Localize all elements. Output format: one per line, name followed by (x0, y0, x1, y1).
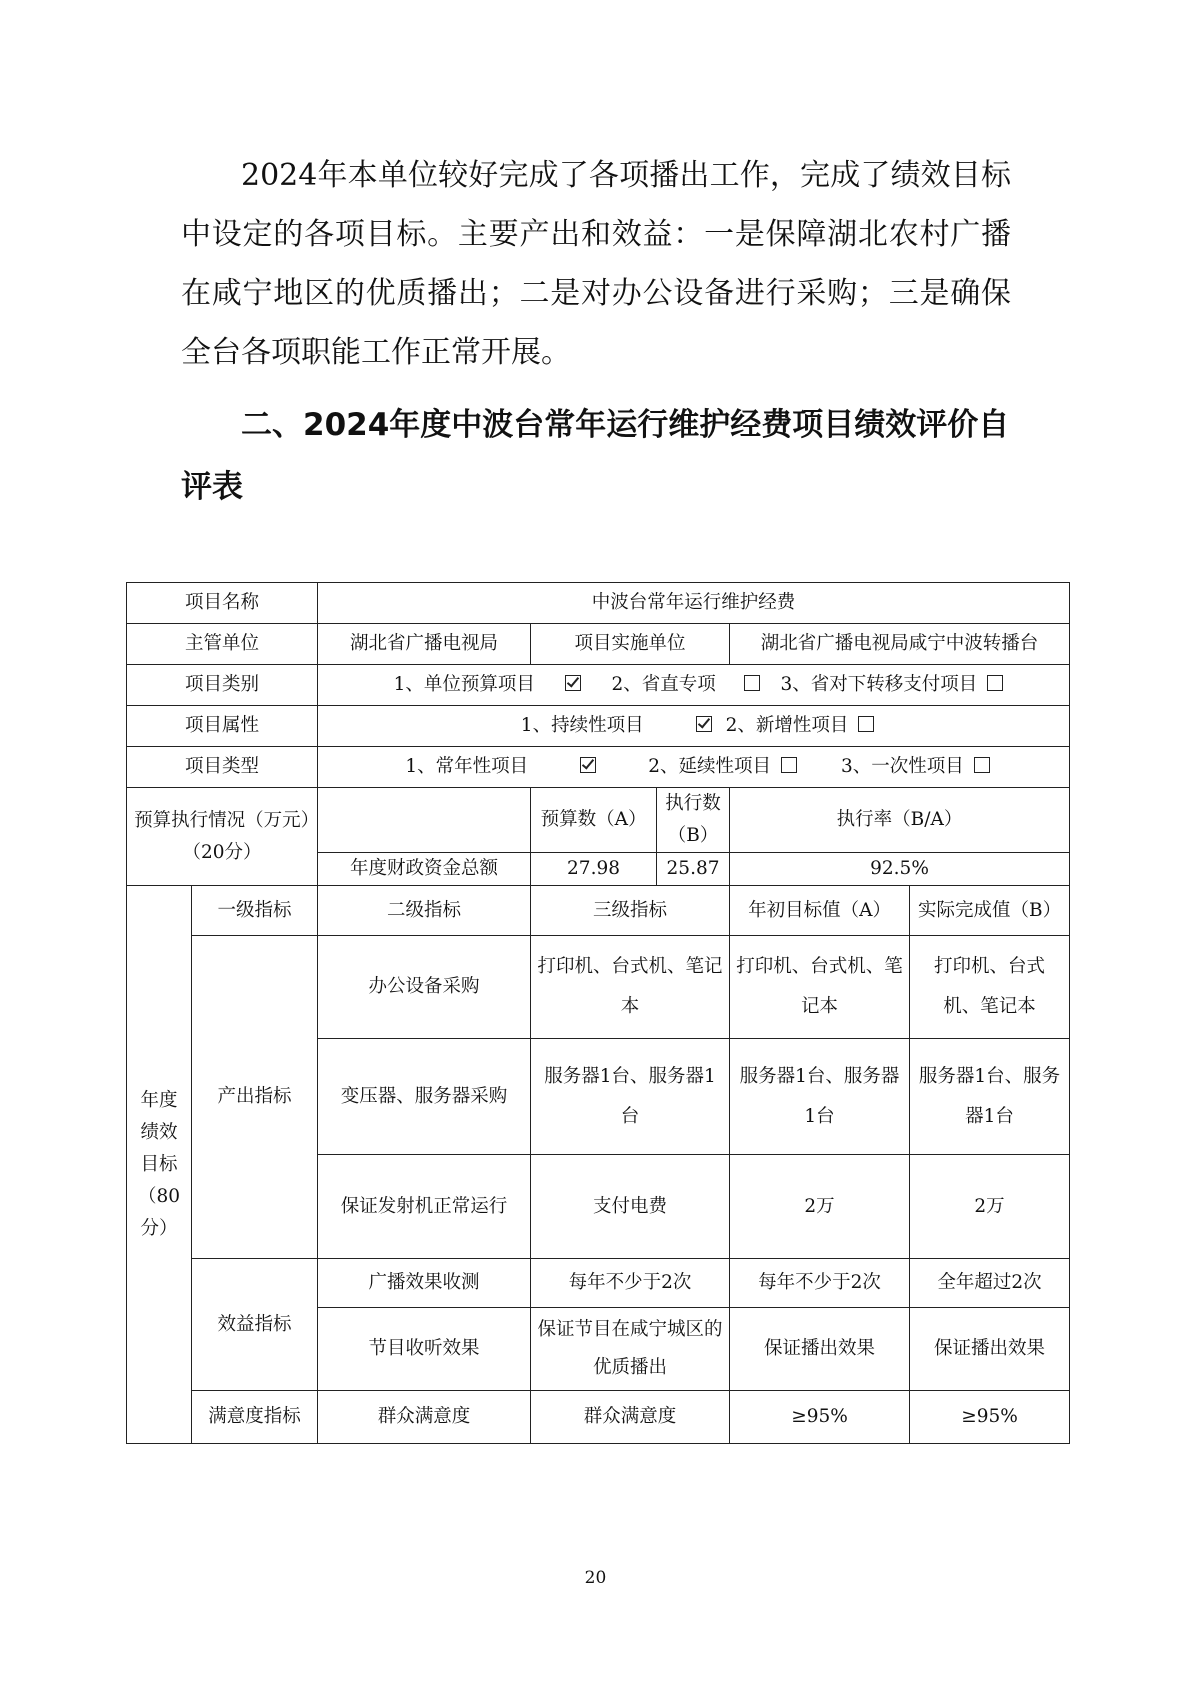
budget-b: 25.87 (657, 853, 730, 886)
supervisor: 湖北省广播电视局 (318, 624, 531, 665)
budget-a: 27.98 (531, 853, 657, 886)
checkbox-icon (781, 757, 797, 773)
l3-cell: 服务器1台、服务器1台 (531, 1039, 730, 1155)
row-project-name (127, 583, 1070, 624)
implementer: 湖北省广播电视局咸宁中波转播台 (730, 624, 1070, 665)
budget-col-a: 预算数（A） (531, 788, 657, 853)
table-row (127, 936, 1070, 1039)
table-row (127, 1391, 1070, 1444)
output-label: 产出指标 (192, 936, 318, 1259)
target-cell: 保证播出效果 (730, 1308, 910, 1391)
target-cell: 2万 (730, 1155, 910, 1259)
target-cell: ≥95% (730, 1391, 910, 1444)
budget-label: 预算执行情况（万元）（20分） (127, 788, 318, 886)
l2-cell: 变压器、服务器采购 (318, 1039, 531, 1155)
type-label: 项目类型 (127, 747, 318, 788)
l2-cell: 办公设备采购 (318, 936, 531, 1039)
type-option: 1、常年性项目 (397, 751, 604, 783)
attribute-options (318, 706, 1070, 747)
section-heading: 二、2024年度中波台常年运行维护经费项目绩效评价自评表 (181, 407, 1010, 505)
target-cell: 每年不少于2次 (730, 1259, 910, 1308)
benefit-label: 效益指标 (192, 1259, 318, 1391)
satisfaction-label: 满意度指标 (192, 1391, 318, 1444)
row-type (127, 747, 1070, 788)
row-supervisor (127, 624, 1070, 665)
project-name-label: 项目名称 (127, 583, 318, 624)
row-attribute (127, 706, 1070, 747)
checked-box-icon (580, 757, 596, 773)
category-options (318, 665, 1070, 706)
budget-blank (318, 788, 531, 853)
target-cell: 打印机、台式机、笔记本 (730, 936, 910, 1039)
category-label: 项目类别 (127, 665, 318, 706)
attribute-option: 2、新增性项目 (726, 710, 875, 742)
l3-cell: 群众满意度 (531, 1391, 730, 1444)
row-budget-header (127, 788, 1070, 853)
checked-box-icon (696, 716, 712, 732)
actual-cell: 打印机、台式机、笔记本 (910, 936, 1070, 1039)
project-name: 中波台常年运行维护经费 (318, 583, 1070, 624)
target-cell: 服务器1台、服务器1台 (730, 1039, 910, 1155)
attribute-label: 项目属性 (127, 706, 318, 747)
l3-cell: 每年不少于2次 (531, 1259, 730, 1308)
implementer-label: 项目实施单位 (531, 624, 730, 665)
header-l1: 一级指标 (192, 886, 318, 936)
category-option: 2、省直专项 (597, 669, 775, 701)
budget-rate: 92.5% (730, 853, 1070, 886)
actual-cell: 服务器1台、服务器1台 (910, 1039, 1070, 1155)
checkbox-icon (987, 675, 1003, 691)
header-actual: 实际完成值（B） (910, 886, 1070, 936)
checkbox-icon (974, 757, 990, 773)
supervisor-label: 主管单位 (127, 624, 318, 665)
checked-box-icon (565, 675, 581, 691)
type-option: 2、延续性项目 (610, 751, 835, 783)
page-number: 20 (584, 1568, 607, 1588)
checkbox-icon (744, 675, 760, 691)
checkbox-icon (858, 716, 874, 732)
actual-cell: 保证播出效果 (910, 1308, 1070, 1391)
actual-cell: ≥95% (910, 1391, 1070, 1444)
header-target: 年初目标值（A） (730, 886, 910, 936)
l3-cell: 保证节目在咸宁城区的优质播出 (531, 1308, 730, 1391)
budget-row-label: 年度财政资金总额 (318, 853, 531, 886)
header-l2: 二级指标 (318, 886, 531, 936)
attribute-option: 1、持续性项目 (513, 710, 720, 742)
category-option: 1、单位预算项目 (384, 669, 591, 701)
row-goal-headers (127, 886, 1070, 936)
actual-cell: 全年超过2次 (910, 1259, 1070, 1308)
intro-paragraph: 2024年本单位较好完成了各项播出工作，完成了绩效目标中设定的各项目标。主要产出和效益：一是保障湖北农村广播在咸宁地区的优质播出；二是对办公设备进行采购；三是确保全台各项职能工作正常开展。 (181, 158, 1011, 370)
budget-col-rate: 执行率（B/A） (730, 788, 1070, 853)
budget-col-b: 执行数（B） (657, 788, 730, 853)
l2-cell: 群众满意度 (318, 1391, 531, 1444)
type-options (318, 747, 1070, 788)
type-option: 3、一次性项目 (841, 751, 990, 783)
performance-table (126, 582, 1070, 1444)
row-category (127, 665, 1070, 706)
l3-cell: 打印机、台式机、笔记本 (531, 936, 730, 1039)
actual-cell: 2万 (910, 1155, 1070, 1259)
category-option: 3、省对下转移支付项目 (781, 669, 1004, 701)
l2-cell: 广播效果收测 (318, 1259, 531, 1308)
l3-cell: 支付电费 (531, 1155, 730, 1259)
table-row (127, 1259, 1070, 1308)
goal-label: 年度绩效目标（80分） (127, 886, 192, 1444)
l2-cell: 节目收听效果 (318, 1308, 531, 1391)
l2-cell: 保证发射机正常运行 (318, 1155, 531, 1259)
header-l3: 三级指标 (531, 886, 730, 936)
